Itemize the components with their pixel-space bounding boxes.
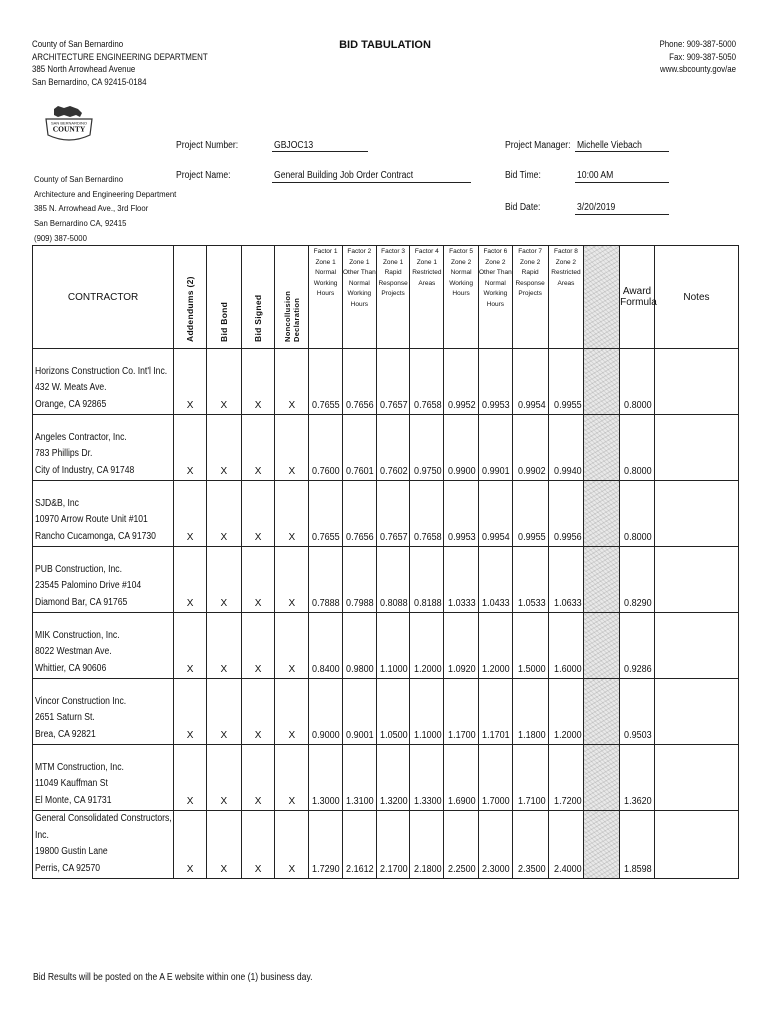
award-formula-value: 1.8598 [624,864,652,875]
address-line: San Bernardino CA, 92415 [34,218,127,229]
notes-cell [654,811,738,879]
check-mark-cell: X [174,745,207,811]
contractor-line: 11049 Kauffman St [35,778,108,789]
contractor-cell [33,811,174,879]
check-mark-cell: X [241,811,275,879]
contractor-line: 2651 Saturn St. [35,712,95,723]
factor-value-cell [410,349,444,415]
factor-value: 1.0533 [517,598,546,609]
contractor-line: Perris, CA 92570 [35,862,101,874]
org-line: ARCHITECTURE ENGINEERING DEPARTMENT [32,51,208,62]
factor-value: 0.9000 [312,730,340,741]
factor-value-cell [309,481,343,547]
factor-value-cell [478,811,512,879]
contractor-cell [33,349,174,415]
factor-value: 0.7657 [379,532,408,543]
factor-header-text: Factor 7 Zone 2 Rapid Response Projects [515,248,545,297]
contractor-line: 19800 Gustin Lane [35,846,108,857]
factor-value-cell [444,547,479,613]
factor-value-cell [548,415,584,481]
contractor-cell [33,415,174,481]
factor-value: 0.9800 [346,664,374,675]
bid-date-underline [575,214,669,215]
address-line: County of San Bernardino [34,174,124,184]
factor-value-cell [309,547,343,613]
check-mark-cell: X [275,679,309,745]
contractor-line: Inc. [35,829,49,841]
factor-value: 0.7600 [312,466,340,477]
bid-rows [33,349,739,879]
project-manager-label: Project Manager: [505,140,571,151]
factor-value: 0.7655 [312,400,340,411]
factor-value: 0.9750 [413,466,442,477]
award-formula-cell [620,745,655,811]
award-formula-value: 0.9503 [624,730,652,741]
notes-cell [654,679,738,745]
factor-value-cell [342,745,376,811]
factor-value: 0.9956 [553,532,582,543]
blank-shaded-column-header [584,246,620,349]
contractor-cell [33,481,174,547]
project-manager-underline [575,151,669,152]
factor-value-cell [410,547,444,613]
contractor-line: PUB Construction, Inc. [35,563,122,575]
factor-value-cell [478,481,512,547]
bid-time: 10:00 AM [577,170,614,181]
org-line: 385 North Arrowhead Avenue [32,64,136,74]
factor-value: 0.9952 [448,400,476,411]
factor-header-text: Factor 8 Zone 2 Restricted Areas [551,248,581,287]
address-line: Architecture and Engineering Department [34,188,177,199]
blank-shaded-cell [584,613,620,679]
factor-value-cell [478,679,512,745]
bid-bond-header-text: Bid Bond [218,301,229,342]
table-row [33,679,739,745]
factor-value-cell [478,745,512,811]
check-mark-cell: X [206,415,241,481]
factor-value-cell [548,349,584,415]
factor-value: 2.1700 [379,864,408,875]
factor-value-cell [309,811,343,879]
factor-value: 0.7656 [346,400,374,411]
factor-value: 1.7000 [482,796,510,807]
factor-value-cell [478,415,512,481]
blank-shaded-cell [584,745,620,811]
contractor-column-header: CONTRACTOR [33,246,174,349]
factor-value-cell [444,481,479,547]
factor-value: 0.8188 [413,598,442,609]
check-mark-cell: X [275,811,309,879]
factor-value: 1.3200 [379,796,408,807]
factor-value: 0.9940 [553,466,582,477]
contractor-line: MIK Construction, Inc. [35,629,120,641]
notes-cell [654,415,738,481]
factor-value: 0.9954 [517,400,546,411]
factor-header-text: Factor 2 Zone 1 Other Than Normal Working Hours [342,248,376,308]
factor-value-cell [376,547,410,613]
factor-value-cell [309,415,343,481]
notes-cell [654,547,738,613]
factor-value: 0.9953 [448,532,476,543]
check-mark-cell: X [241,481,275,547]
table-row [33,613,739,679]
factor-value-cell [309,613,343,679]
factor-column-header [444,246,479,349]
contractor-cell [33,679,174,745]
addendums-column-header [174,246,207,349]
table-header-row [33,246,739,349]
factor-value: 0.7988 [346,598,374,609]
factor-value-cell [376,481,410,547]
check-mark-cell: X [174,481,207,547]
factor-value: 0.7888 [312,598,340,609]
factor-value: 2.3500 [517,864,546,875]
addendums-header-text: Addendums (2) [185,276,196,342]
bid-date-label: Bid Date: [505,202,541,213]
check-mark-cell: X [174,613,207,679]
factor-value: 2.4000 [553,864,582,875]
contractor-cell [33,613,174,679]
check-mark-cell: X [241,613,275,679]
org-line: County of San Bernardino [32,39,124,49]
factor-header-text: Factor 4 Zone 1 Restricted Areas [412,248,442,287]
factor-column-header [478,246,512,349]
factor-value-cell [548,613,584,679]
factor-value-cell [376,349,410,415]
factor-value-cell [478,547,512,613]
check-mark-cell: X [275,547,309,613]
factor-value: 0.7656 [346,532,374,543]
factor-value-cell [478,349,512,415]
bid-signed-header-text: Bid Signed [253,294,264,342]
check-mark-cell: X [275,613,309,679]
factor-value-cell [376,415,410,481]
award-formula-cell [620,415,655,481]
factor-value-cell [444,811,479,879]
award-formula-value: 0.8000 [624,532,652,543]
factor-column-header [309,246,343,349]
blank-shaded-cell [584,811,620,879]
factor-value: 1.6900 [448,796,476,807]
award-formula-value: 1.3620 [624,796,652,807]
factor-header-text: Factor 5 Zone 2 Normal Working Hours [449,248,474,297]
contractor-line: City of Industry, CA 91748 [35,464,135,476]
project-name-label: Project Name: [176,170,231,181]
factor-value: 1.6000 [553,664,582,675]
factor-column-header [512,246,548,349]
check-mark-cell: X [206,811,241,879]
factor-value-cell [548,811,584,879]
check-mark-cell: X [174,547,207,613]
contractor-line: SJD&B, Inc [35,497,79,509]
contractor-line: 783 Phillips Dr. [35,448,93,459]
contractor-line: Vincor Construction Inc. [35,695,127,707]
check-mark-cell: X [241,745,275,811]
factor-value: 0.9001 [346,730,374,741]
contractor-line: Brea, CA 92821 [35,728,96,740]
factor-value: 2.1612 [346,864,374,875]
contractor-line: Orange, CA 92865 [35,398,107,410]
factor-value: 1.3100 [346,796,374,807]
factor-value: 1.1000 [379,664,408,675]
factor-value: 1.2000 [553,730,582,741]
factor-value-cell [512,415,548,481]
factor-value-cell [410,415,444,481]
factor-value-cell [410,811,444,879]
check-mark-cell: X [174,811,207,879]
table-row [33,811,739,879]
factor-value-cell [444,679,479,745]
factor-value-cell [376,613,410,679]
factor-value: 0.9901 [482,466,510,477]
check-mark-cell: X [241,415,275,481]
factor-value-cell [512,349,548,415]
award-formula-header-text: Award Formula [620,286,657,308]
factor-value-cell [444,349,479,415]
factor-value: 0.7658 [413,400,442,411]
blank-shaded-cell [584,481,620,547]
factor-value: 1.1800 [517,730,546,741]
check-mark-cell: X [275,415,309,481]
factor-value: 1.0500 [379,730,408,741]
factor-value: 1.0633 [553,598,582,609]
contractor-line: Angeles Contractor, Inc. [35,431,127,443]
factor-value: 1.3300 [413,796,442,807]
bid-signed-column-header [241,246,275,349]
factor-value-cell [548,745,584,811]
project-name: General Building Job Order Contract [274,170,414,181]
award-formula-value: 0.8000 [624,400,652,411]
blank-shaded-cell [584,349,620,415]
award-formula-cell [620,349,655,415]
factor-value-cell [410,745,444,811]
org-line: San Bernardino, CA 92415-0184 [32,76,147,87]
bid-time-underline [575,182,669,183]
factor-value-cell [342,415,376,481]
check-mark-cell: X [174,415,207,481]
factor-value: 1.1000 [413,730,442,741]
factor-value: 1.1700 [448,730,476,741]
contractor-line: Rancho Cucamonga, CA 91730 [35,530,156,542]
check-mark-cell: X [275,481,309,547]
check-mark-cell: X [206,679,241,745]
factor-value: 1.0433 [482,598,510,609]
check-mark-cell: X [206,349,241,415]
factor-value-cell [548,547,584,613]
award-formula-cell [620,679,655,745]
county-address-block [34,172,192,246]
factor-value: 1.7200 [553,796,582,807]
contractor-line: El Monte, CA 91731 [35,794,112,806]
factor-value-cell [342,349,376,415]
factor-value: 2.3000 [482,864,510,875]
factor-value: 1.0333 [448,598,476,609]
contractor-line: General Consolidated Constructors, [35,813,172,824]
contractor-line: Horizons Construction Co. Int'l Inc. [35,365,168,377]
factor-value: 0.9900 [448,466,476,477]
table-row [33,415,739,481]
noncollusion-header-text: Noncollusion Declaration [282,290,301,342]
factor-column-header [410,246,444,349]
factor-value: 0.7655 [312,532,340,543]
award-formula-cell [620,547,655,613]
check-mark-cell: X [206,745,241,811]
factor-value-cell [309,745,343,811]
check-mark-cell: X [174,349,207,415]
project-number-underline [272,151,368,152]
factor-value-cell [376,679,410,745]
project-number-label: Project Number: [176,140,239,151]
factor-value: 0.9902 [517,466,546,477]
factor-value-cell [342,481,376,547]
address-line: (909) 387-5000 [34,232,87,243]
project-manager: Michelle Viebach [577,140,642,151]
factor-value-cell [478,613,512,679]
factor-value: 0.7601 [346,466,374,477]
factor-value: 1.1701 [482,730,510,741]
table-row [33,481,739,547]
factor-value-cell [444,745,479,811]
footer-note: Bid Results will be posted on the A E website within one (1) business day. [33,972,313,983]
award-formula-cell [620,613,655,679]
bid-tabulation-table [32,245,739,879]
bid-bond-column-header [206,246,241,349]
website-link[interactable]: www.sbcounty.gov/ae [659,64,736,74]
factor-value: 0.9953 [482,400,510,411]
check-mark-cell: X [206,481,241,547]
check-mark-cell: X [206,547,241,613]
contractor-line: MTM Construction, Inc. [35,761,124,773]
check-mark-cell: X [206,613,241,679]
check-mark-cell: X [174,679,207,745]
blank-shaded-cell [584,547,620,613]
logo-text: COUNTY [52,124,86,134]
award-formula-value: 0.9286 [624,664,652,675]
check-mark-cell: X [275,745,309,811]
factor-value-cell [410,679,444,745]
award-formula-value: 0.8000 [624,466,652,477]
contractor-line: 432 W. Meats Ave. [35,382,107,393]
factor-column-header [548,246,584,349]
factor-value-cell [342,679,376,745]
factor-value-cell [309,679,343,745]
factor-value: 1.7100 [517,796,546,807]
factor-value-cell [342,811,376,879]
factor-value-cell [512,481,548,547]
factor-value-cell [309,349,343,415]
factor-header-text: Factor 3 Zone 1 Rapid Response Projects [378,248,408,297]
factor-value: 1.7290 [312,864,340,875]
factor-value-cell [410,613,444,679]
factor-value-cell [444,613,479,679]
factor-value: 1.2000 [482,664,510,675]
contact-info [649,38,736,76]
bid-time-label: Bid Time: [505,170,541,181]
factor-header-text: Factor 1 Zone 1 Normal Working Hours [313,248,338,297]
notes-cell [654,349,738,415]
factor-value: 2.1800 [413,864,442,875]
award-formula-value: 0.8290 [624,598,652,609]
blank-shaded-cell [584,679,620,745]
notes-column-header: Notes [654,246,738,349]
logo-top-text: SAN BERNARDINO [50,120,88,126]
factor-value-cell [548,679,584,745]
project-number: GBJOC13 [274,140,314,151]
award-formula-cell [620,481,655,547]
noncollusion-column-header [275,246,309,349]
factor-value: 0.8088 [379,598,408,609]
contractor-line: Whittier, CA 90606 [35,662,107,674]
contractor-line: 8022 Westman Ave. [35,646,112,657]
factor-value: 0.9954 [482,532,510,543]
contractor-line: 10970 Arrow Route Unit #101 [35,514,148,525]
notes-cell [654,481,738,547]
factor-value-cell [512,613,548,679]
table-row [33,547,739,613]
factor-value-cell [410,481,444,547]
factor-value: 1.5000 [517,664,546,675]
phone: Phone: 909-387-5000 [659,39,736,49]
contractor-cell [33,745,174,811]
table-row [33,349,739,415]
factor-value: 0.9955 [517,532,546,543]
factor-value-cell [376,745,410,811]
notes-cell [654,745,738,811]
document-title: BID TABULATION [339,39,431,51]
factor-value: 1.3000 [312,796,340,807]
table-row [33,745,739,811]
check-mark-cell: X [241,547,275,613]
notes-cell [654,613,738,679]
project-name-underline [272,182,471,183]
contractor-line: Diamond Bar, CA 91765 [35,596,128,608]
factor-value: 1.0920 [448,664,476,675]
factor-value-cell [342,613,376,679]
check-mark-cell: X [275,349,309,415]
factor-value: 0.7657 [379,400,408,411]
factor-value-cell [548,481,584,547]
factor-value: 0.7658 [413,532,442,543]
contractor-line: 23545 Palomino Drive #104 [35,580,142,591]
blank-shaded-cell [584,415,620,481]
factor-value-cell [512,811,548,879]
factor-header-text: Factor 6 Zone 2 Other Than Normal Working Hours [478,248,512,308]
factor-value-cell [444,415,479,481]
award-formula-column-header [620,246,655,349]
factor-column-header [376,246,410,349]
factor-value-cell [512,745,548,811]
check-mark-cell: X [241,349,275,415]
factor-value: 2.2500 [448,864,476,875]
check-mark-cell: X [241,679,275,745]
factor-value: 0.9955 [553,400,582,411]
factor-value-cell [376,811,410,879]
bid-date: 3/20/2019 [577,202,616,213]
award-formula-cell [620,811,655,879]
factor-column-header [342,246,376,349]
factor-value-cell [512,547,548,613]
factor-value: 0.8400 [312,664,340,675]
contractor-cell [33,547,174,613]
address-line: 385 N. Arrowhead Ave., 3rd Floor [34,203,149,214]
factor-value-cell [512,679,548,745]
fax: Fax: 909-387-5050 [669,51,736,62]
county-logo-icon [40,105,98,145]
factor-value: 0.7602 [379,466,408,477]
factor-value: 1.2000 [413,664,442,675]
factor-value-cell [342,547,376,613]
